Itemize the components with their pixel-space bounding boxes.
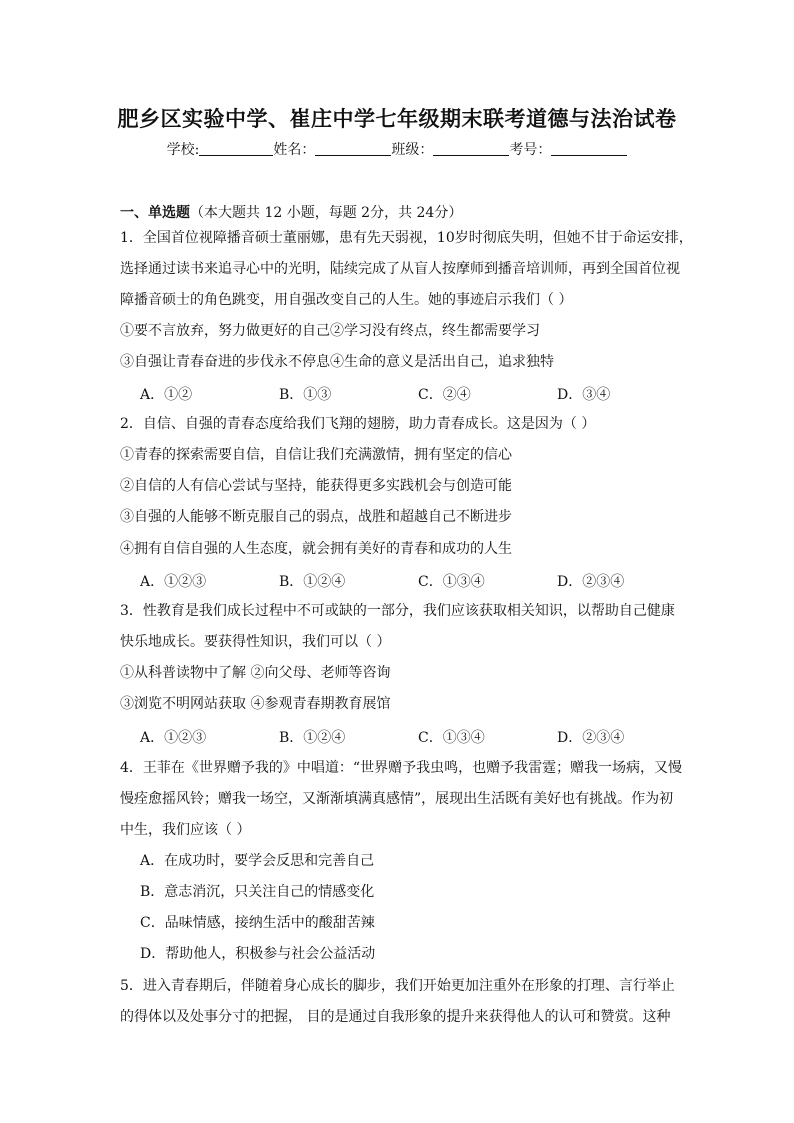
q2-statement-1: ①青春的探索需要自信，自信让我们充满激情，拥有坚定的信心 [120, 447, 512, 463]
section-title: 一、单选题 [120, 205, 190, 221]
q1-stem-line-2: 选择通过读书来追寻心中的光明，陆续完成了从盲人按摩师到播音培训师，再到全国首位视 [120, 261, 680, 277]
q2-statement-4: ④拥有自信自强的人生态度，就会拥有美好的青春和成功的人生 [120, 541, 512, 557]
q4-stem-line-3: 中生，我们应该（ ） [120, 822, 251, 838]
class-blank[interactable] [433, 141, 509, 156]
q2-option-b[interactable]: B．①②④ [279, 574, 346, 590]
exam-no-blank[interactable] [551, 141, 627, 156]
q4-option-d[interactable]: D．帮助他人，积极参与社会公益活动 [140, 946, 376, 962]
q2-options [140, 571, 696, 591]
q1-option-d[interactable]: D．③④ [557, 387, 611, 403]
q3-option-d[interactable]: D．②③④ [557, 730, 625, 746]
q1-option-a[interactable]: A．①② [140, 387, 193, 403]
q3-stem-line-1: 3．性教育是我们成长过程中不可或缺的一部分，我们应该获取相关知识，以帮助自己健康 [120, 603, 675, 619]
q3-option-c[interactable]: C．①③④ [418, 730, 485, 746]
q5-stem-line-2: 的得体以及处事分寸的把握， 目的是通过自我形象的提升来获得他人的认可和赞赏。这种 [120, 1009, 671, 1025]
section-desc: （本大题共 12 小题，每题 2分，共 24分） [190, 205, 463, 221]
q4-stem-line-1: 4．王菲在《世界赠予我的》中唱道：“世界赠予我虫鸣，也赠予我雷霆；赠我一场病，又慢 [120, 760, 683, 776]
q3-statements-2: ③浏览不明网站获取 ④参观青春期教育展馆 [120, 696, 391, 712]
q4-option-a[interactable]: A．在成功时，要学会反思和完善自己 [140, 853, 375, 869]
exam-title: 肥乡区实验中学、崔庄中学七年级期末联考道德与法治试卷 [117, 106, 677, 131]
q1-stem-line-3: 障播音硕士的角色跳变，用自强改变自己的人生。她的事迹启示我们（ ） [120, 292, 573, 308]
name-label: 姓名： [273, 142, 316, 158]
q3-options [140, 727, 696, 747]
q1-statements-2: ③自强让青春奋进的步伐永不停息④生命的意义是活出自己，追求独特 [120, 354, 554, 370]
q4-stem-line-2: 慢痊愈摇风铃；赠我一场空，又渐渐填满真感情”，展现出生活既有美好也有挑战。作为初 [120, 791, 674, 807]
school-label: 学校: [166, 142, 200, 158]
q1-options [140, 384, 696, 404]
exam-no-label: 考号： [509, 142, 552, 158]
student-info-line [0, 139, 794, 159]
q2-option-d[interactable]: D．②③④ [557, 574, 625, 590]
q4-option-b[interactable]: B．意志消沉，只关注自己的情感变化 [140, 884, 375, 900]
q3-statements-1: ①从科普读物中了解 ②向父母、老师等咨询 [120, 665, 391, 681]
q2-statement-2: ②自信的人有信心尝试与坚持，能获得更多实践机会与创造可能 [120, 478, 512, 494]
q4-option-c[interactable]: C．品味情感，接纳生活中的酸甜苦辣 [140, 915, 375, 931]
section-heading [120, 202, 462, 222]
q1-statements-1: ①要不言放弃，努力做更好的自己②学习没有终点，终生都需要学习 [120, 323, 540, 339]
name-blank[interactable] [315, 141, 391, 156]
q2-option-c[interactable]: C．①③④ [418, 574, 485, 590]
q1-option-c[interactable]: C．②④ [418, 387, 471, 403]
q3-option-a[interactable]: A．①②③ [140, 730, 207, 746]
q3-stem-line-2: 快乐地成长。要获得性知识，我们可以（ ） [120, 634, 391, 650]
q2-option-a[interactable]: A．①②③ [140, 574, 207, 590]
q2-statement-3: ③自强的人能够不断克服自己的弱点，战胜和超越自己不断进步 [120, 509, 512, 525]
q1-option-b[interactable]: B．①③ [279, 387, 332, 403]
q2-stem-line-1: 2．自信、自强的青春态度给我们飞翔的翅膀，助力青春成长。这是因为（ ） [120, 416, 596, 432]
class-label: 班级： [391, 142, 434, 158]
school-blank[interactable] [199, 141, 273, 156]
q3-option-b[interactable]: B．①②④ [279, 730, 346, 746]
q5-stem-line-1: 5．进入青春期后，伴随着身心成长的脚步，我们开始更加注重外在形象的打理、言行举止 [120, 978, 675, 994]
q1-stem-line-1: 1．全国首位视障播音硕士董丽娜，患有先天弱视，10岁时彻底失明，但她不甘于命运安排， [120, 230, 693, 246]
